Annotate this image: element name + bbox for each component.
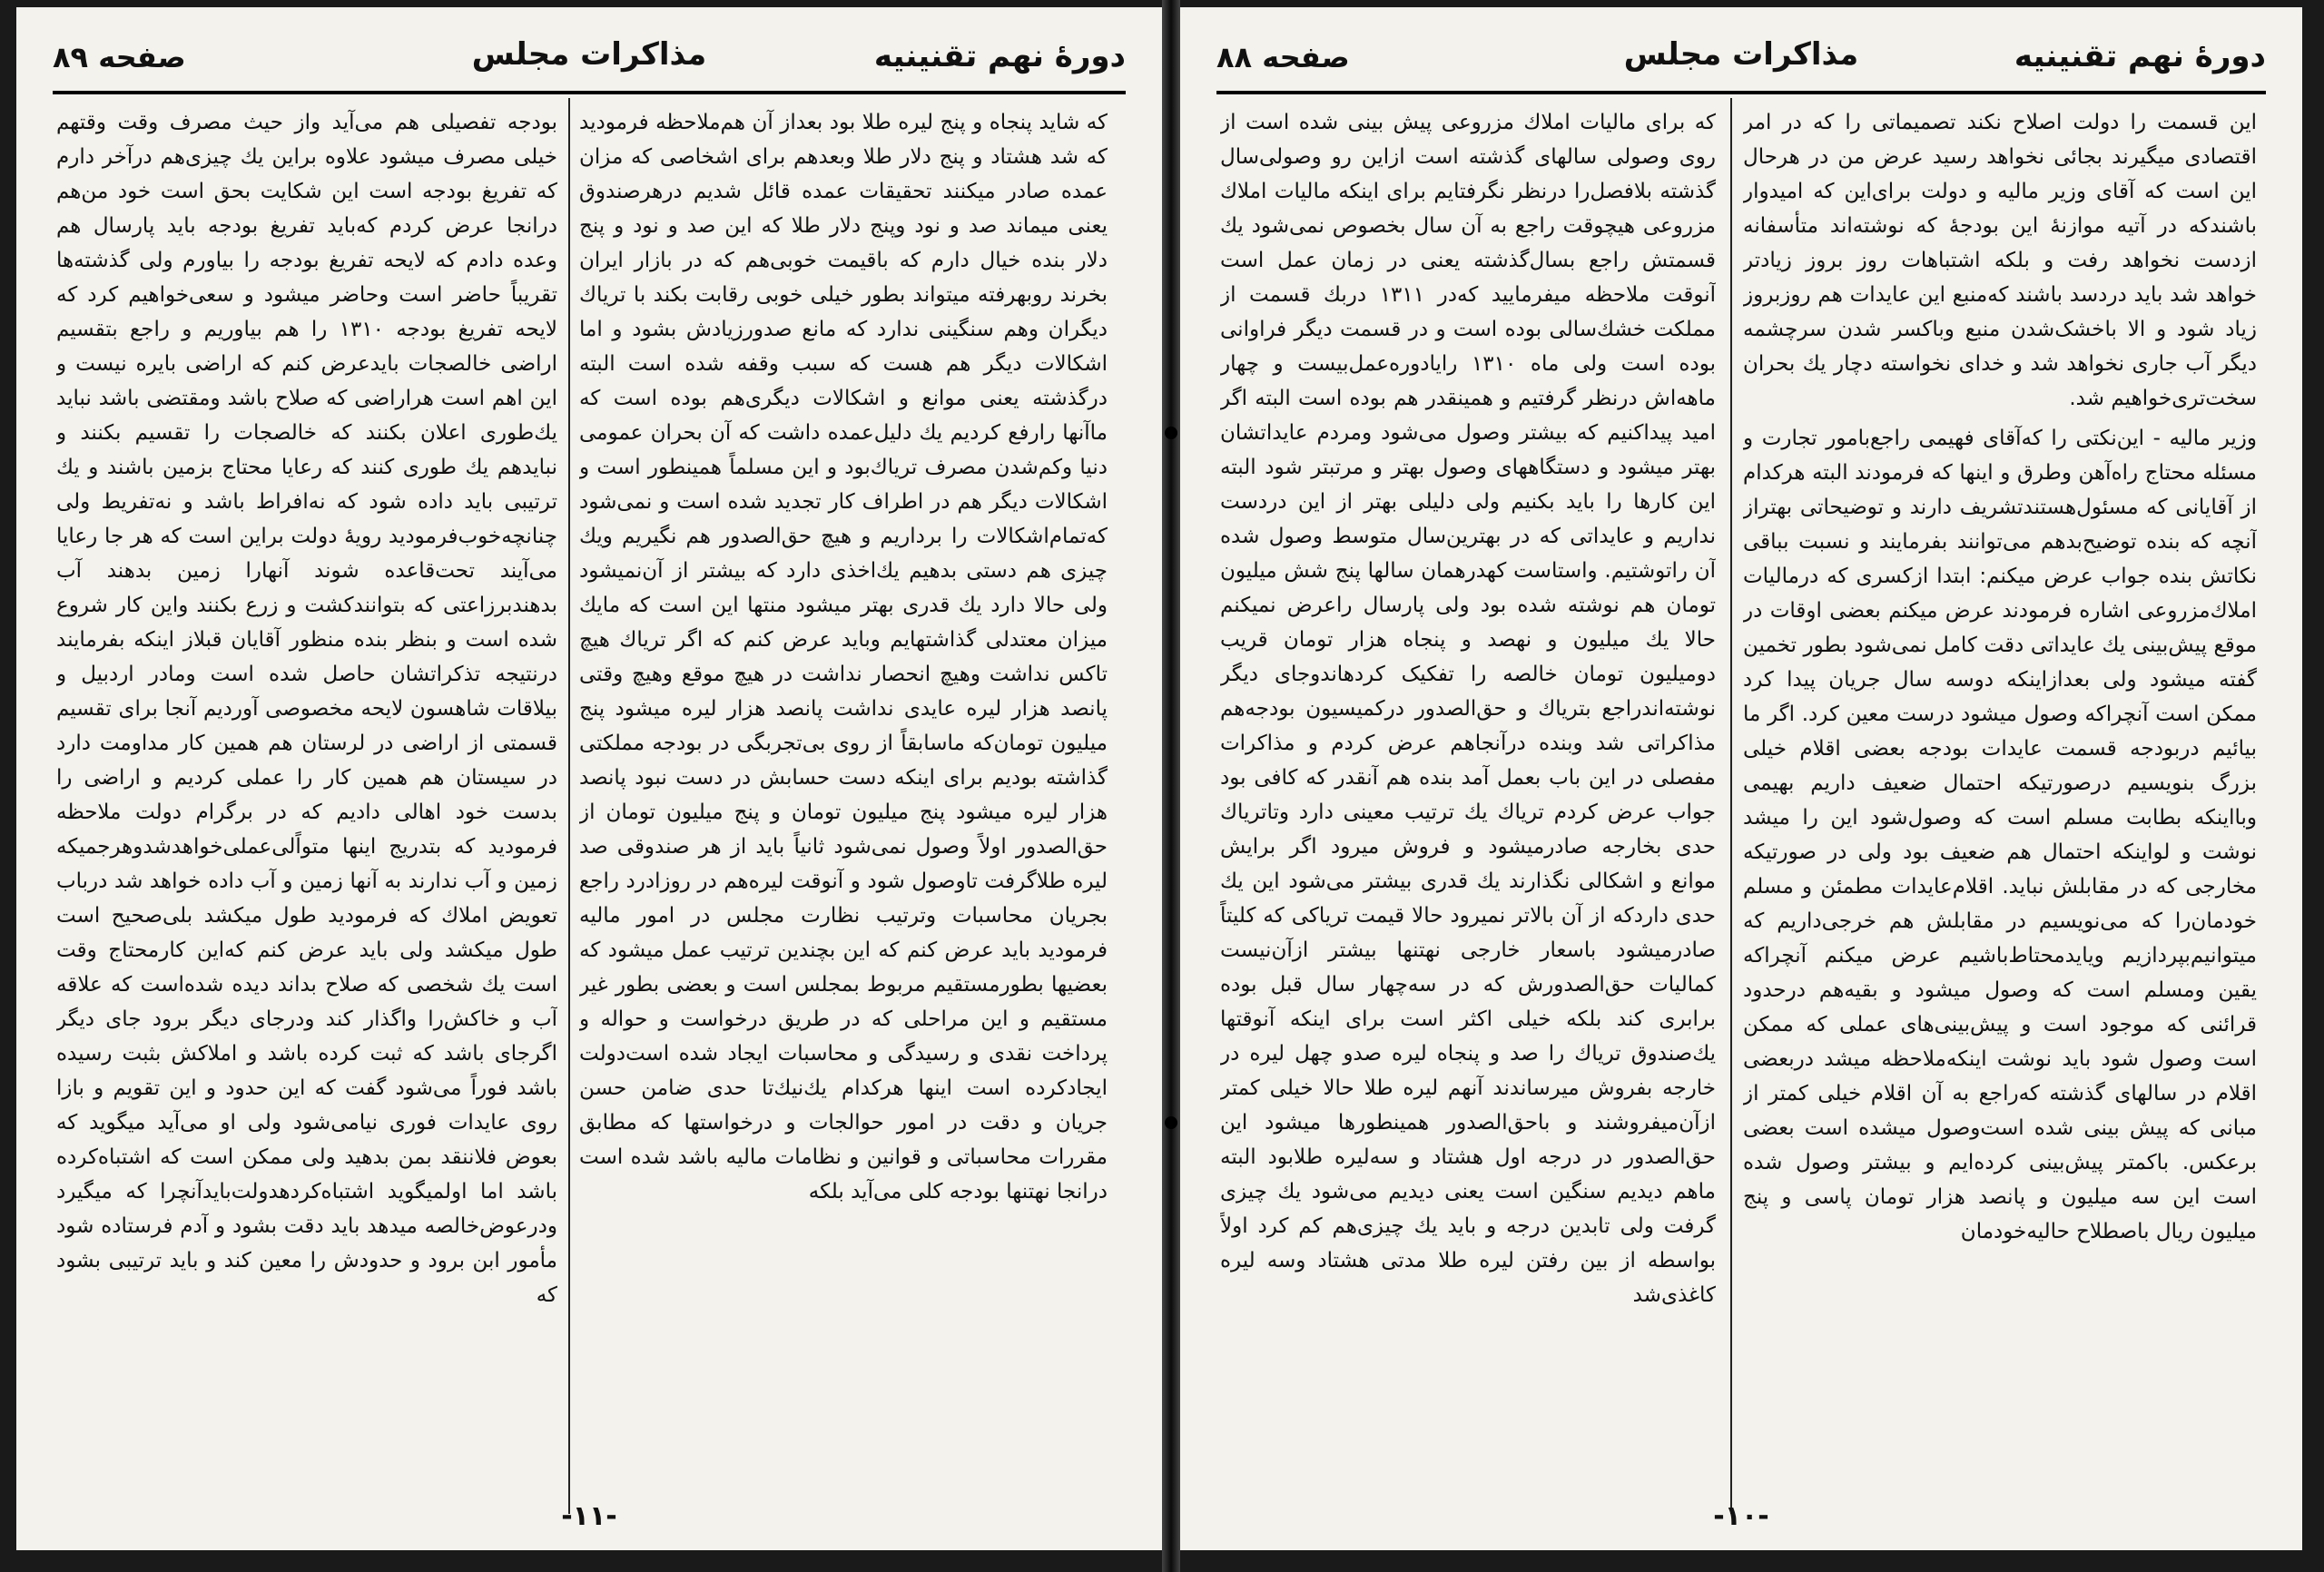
text-column-left — [56, 105, 557, 1503]
session-title: دورهٔ نهم تقنینیه — [2014, 38, 2266, 74]
page-footer-number: -۱۰- — [1713, 1500, 1769, 1532]
paragraph: بودجه تفصیلی هم می‌آید واز حیث مصرف وقت وقتهم خیلی مصرف میشود علاوه براین یك چیزی‌هم درآخر دارم که تفریغ بودجه است این شکایت بحق است خود من‌هم درانجا عرض کردم که‌باید تفریغ بودجه باید پارسال هم وعده دادم که لایحه تفریغ بودجه را بیاورم ولی گذشته‌ها تقریباً حاضر است وحاضر میشود و سعی‌خواهیم کرد که لایحه تفریغ بودجه ۱۳۱۰ را هم بیاوریم و راجع بتقسیم اراضی خالصجات بایدعرض کنم که اراضی بایره نیست و این اهم است هراراضی که صلاح باشد ومقتضی باشد نباید یك‌طوری اعلان بکنند که خالصجات را تقسیم بکنند و نبایدهم یك طوری کنند که رعایا محتاج بزمین باشند و یك ترتیبی باید داده شود که نه‌افراط باشد و نه‌تفریط ولی چنانچه‌خوب‌فرمودید رویهٔ دولت براین است که هر جا رعایا می‌آیند تحت‌قاعده شوند آنهارا زمین بدهند آب بدهندبرزاعتی که بتوانندکشت و زرع بکنند واین کار شروع شده است و بنظر بنده منظور آقایان قبلاز اینکه بفرمایند درنتیجه تذکراتشان حاصل شده است ومادر اردبیل و بیلاقات شاهسون لایحه مخصوصی آوردیم آنجا برای تقسیم قسمتی از اراضی در لرستان هم همین کار مداومت دارد در سیستان هم همین کار را عملی کردیم و اراضی را بدست خود اهالی دادیم که در برگرام دولت ملاحظه فرمودید که بتدریج اینها متواًلی‌عملی‌خواهدشدوهرجمیکه زمین و آب ندارند به آنها زمین و آب داده خواهد شد درباب تعویض املاك که فرمودید طول میکشد بلی‌صحیح است طول میکشد ولی باید عرض کنم که‌این کارمحتاج وقت است یك شخصی که صلاح بداند دیده شده‌است که علاقه آب و خاکش‌را واگذار کند ودرجای دیگر برود جای دیگر اگرجای باشد که ثبت کرده باشد و املاکش بثبت رسیده باشد فوراً می‌شود گفت که این حدود و این تقویم و بازا روی عایدات فوری نیامی‌شود ولی او می‌آید میگوید که بعوض فلاننقد بمن بدهید ولی ممکن است که اشتباه‌کرده باشد اما اولمیگوید اشتباه‌کردهدولت‌بایدآنچرا که میگیرد ودرعوض‌خالصه میدهد باید دقت بشود و آدم فرستاده شود مأمور ابن برود و حدودش را معین کند و باید ترتیبی بشود که — [56, 111, 557, 1307]
header-rule — [53, 91, 1126, 94]
book-gutter — [1162, 0, 1180, 1572]
paragraph: که برای مالیات املاك مزروعی پیش بینی شده است از روی وصولی سالهای گذشته است ازاین رو وصولی‌سال گذشته بلافصل‌را درنظر نگرفتایم برای اینکه مالیات املاك مزروعی هیچوقت راجع به آن سال بخصوص نمی‌شود یك قسمتش راجع بسال‌گذشته یعنی در زمان عمل است آنوقت ملاحظه میفرمایید که‌در ۱۳۱۱ دربك قسمت از مملکت خشك‌سالی بوده است و در قسمت دیگر فراوانی بوده است ولی ماه ۱۳۱۰ رایادوره‌عمل‌بیست و چهار ماهه‌اش درنظر گرفتیم و همینقدر هم بوده است البته اگر امید پیداکنیم که بیشتر وصول می‌شود ومردم عایداتشان بهتر میشود و دستگاههای وصول بهتر و مرتبتر شود البته این کارها را باید بکنیم ولی دلیلی بهتر از این دردست نداریم و عایداتی که در بهترین‌سال متوسط وصول شده آن راتوشتیم. واستاست کهدرهمان سالها پنج شش میلیون تومان هم نوشته شده بود ولی پارسال راعرض نمیکنم حالا یك میلیون و نهصد و پنجاه هزار تومان قریب دومیلیون تومان خالصه را تفکیک کردهاند‌وجای دیگر نوشته‌اند‌راجع بتریاك و حق‌الصدور درکمیسیون بودجه‌هم مذاکراتی شد وبنده درآنجاهم عرض کردم و مذاکرات مفصلی در این باب بعمل آمد بنده هم آنقدر که کافی بود جواب عرض کردم تریاك یك ترتیب معینی دارد وتاتریاك حدی بخارجه صادرمیشود و فروش میرود اگر برایش موانع و اشکالی نگذارند یك قدری بیشتر می‌شود این یك حدی داردکه از آن بالاتر نمیرود حالا قیمت تریاکی که کلیتاً صادرمیشود باسعار خارجی نهتنها بیشتر ازآن‌نیست کمالیات حق‌الصدورش که در سه‌چهار سال قبل بوده برابری کند بلکه خیلی اکثر است برای اینکه آنوقتها یك‌صندوق تریاك را صد و پنجاه لیره صدو چهل لیره در خارجه بفروش میرساندند آنهم لیره طلا حالا خیلی کمتر ازآن‌میفروشند و باحق‌الصدور همینطورها میشود این حق‌الصدور در درجه اول هشتاد و سه‌لیره طلابود البته ماهم دیدیم سنگین است یعنی دیدیم می‌شود یك چیزی گرفت ولی تابدین درجه و باید یك چیزی‌هم کم کرد اولاً بواسطه از بین رفتن لیره طلا مدتی هشتاد وسه لیره کاغذی‌شد — [1220, 111, 1716, 1307]
left-page — [16, 7, 1162, 1550]
paragraph: این قسمت را دولت اصلاح نکند تصمیماتی را که در امر اقتصادی میگیرند بجائی نخواهد رسید عرض من در هرحال این است که آقای وزیر مالیه و دولت برای‌این که امیدوار باشندکه در آتیه موازنهٔ این بودجهٔ که نوشته‌اند متأسفانه ازدست نخواهد رفت و بلکه اشتباهات روز بروز زیادتر خواهد شد باید دردسد باشند که‌منبع این عایدات هم روزبروز زیاد شود و الا باخشک‌شدن منبع وبا‌کسر شدن سرچشمه دیگر آب جاری نخواهد شد و خدای نخواسته دچار یك بحران سخت‌تری‌خواهیم شد. — [1743, 111, 2257, 410]
paragraph: که شاید پنجاه و پنج لیره طلا بود بعداز آن هم‌ملاحظه فرمودید که شد هشتاد و پنج دلار طلا وبعدهم برای اشخاصی که مزان عمده صادر میکنند تحقیقات عمده قائل شدیم درهرصندوق یعنی میماند صد و نود وپنج دلار طلا که این صد و نود و پنج دلار بنده خیال دارم که باقیمت خوبی‌هم که در بازار ایران بخرند روبهرفته میتواند بطور خیلی خوبی رقابت بکند با تریاك دیگران وهم سنگینی ندارد که مانع صدورزیادش بشود و اما اشکالات دیگر هم هست که سبب وقفه شده است البته درگذشته یعنی موانع و اشکالات دیگری‌هم بوده است که ماآنها رارفع کردیم یك دلیل‌عمده داشت که آن بحران عمومی دنیا وکم‌شدن مصرف تریاك‌بود و این مسلماً همینطور است و اشکالات دیگر هم در اطراف کار تجدید شده است و نمی‌شود که‌تمام‌اشکالات را برداریم و هیچ حق‌الصدور هم نگیریم ویك چیزی هم دستی بدهیم یك‌اخذی دارد که بیشتر از آن‌نمیشود ولی حالا دارد یك قدری بهتر میشود منتها این است که مایك میزان معتدلی گذاشتهایم وباید عرض کنم که اگر تریاك هیچ تاکس نداشت وهیچ انحصار نداشت در هیچ موقع وهیچ وقتی پانصد هزار لیره عایدی نداشت پانصد هزار لیره میشود پنج میلیون تومان‌که ماسابقاً از روی بی‌تجربگی در بودجه مملکتی گذاشته بودیم برای اینکه دست حسابش در دست نبود پانصد هزار لیره میشود پنج میلیون تومان و پنج میلیون تومان از حق‌الصدور اولاً وصول نمی‌شود ثانیاً باید از هر صندوقی صد لیره طلاگرفت تاوصول شود و آنوقت لیره‌هم در روزادرد راجع بجریان محاسبات وترتیب نظارت مجلس در امور مالیه فرمودید باید عرض کنم که این بچندین ترتیب عمل میشود که بعضیها بطورمستقیم مربوط بمجلس است و بعضی بطور غیر مستقیم و این مراحلی که در طریق درخواست و حواله و پرداخت نقدی و رسیدگی و محاسبات ایجاد شده است‌دولت ایجادکرده است اینها هرکدام یك‌نیك‌تا حدی ضامن حسن جریان و دقت در امور حوالجات و درخواستها که مطابق مقررات محاسباتی و قوانین و نظامات مالیه باشد شده است درانجا نهتنها بودجه کلی می‌آید بلکه — [579, 111, 1108, 1204]
text-column-left — [1220, 105, 1716, 1503]
page-number: صفحه ۸۹ — [53, 40, 186, 74]
spine-hole — [1165, 427, 1177, 439]
text-column-right — [579, 105, 1108, 1503]
right-page-header — [1216, 31, 2266, 87]
session-title: دورهٔ نهم تقنینیه — [873, 38, 1126, 74]
column-divider — [1730, 98, 1732, 1514]
text-column-right — [1743, 105, 2257, 1503]
spine-hole — [1165, 1116, 1177, 1129]
running-title: مذاکرات مجلس — [471, 36, 707, 73]
running-title: مذاکرات مجلس — [1623, 36, 1859, 73]
column-divider — [568, 98, 570, 1514]
right-page — [1180, 7, 2302, 1550]
left-page-header — [53, 31, 1126, 87]
page-number: صفحه ۸۸ — [1216, 40, 1350, 74]
paragraph: وزیر مالیه - این‌نکتی را که‌آقای فهیمی راجع‌بامور تجارت و مسئله محتاج راه‌آهن وطرق و اینها که فرمودند البته هرکدام از آقایانی که مسئول‌هستندتشریف دارند و توضیحاتی بهتراز آنچه که بنده توضیح‌بدهم می‌توانند بفرمایند و نسبت بباقی نکاتش بنده جواب عرض میکنم: ابتدا ازکسری که درمالیات املاك‌مزروعی اشاره فرمودند عرض میکنم بعضی اوقات در موقع پیش‌بینی یك عایداتی دقت کامل نمی‌شود بطور تخمین گفته میشود ولی بعدازاینکه دوسه سال جریان پیدا کرد ممکن است آنچراکه وصول میشود درست معین کرد. اگر ما بیائیم دربودجه قسمت عایدات بودجه بعضی اقلام خیلی بزرگ بنویسیم درصورتیکه احتمال ضعیف داریم بهیمی وبااینکه بطابت مسلم است که وصول‌شود این را میشد نوشت و لواینکه احتمال هم ضعیف بود ولی در صورتیکه مخارجی که در مقابلش نباید. اقلام‌عایدات مطمئن و مسلم خودمان‌را که می‌نویسیم در مقابلش هم خرجی‌داریم که میتوانیم‌بپردازیم ویایدمحتاط‌باشیم عرض میکنم آنچراکه یقین ومسلم است که وصول میشود و بقیه‌هم درحدود قرائنی که موجود است و پیش‌بینی‌های عملی که ممکن است وصول شود باید نوشت اینکه‌ملاحظه میشد دربعضی اقلام در سالهای گذشته که‌راجع به آن اقلام خیلی کمتر از مبانی که پیش بینی شده است‌وصول میشده است بعضی برعکس. باکمتر پیش‌بینی کرده‌ایم و بیشتر وصول شده است این سه میلیون و پانصد هزار تومان پاسی و پنج میلیون ریال باصطلاح حالیه‌خودمان — [1743, 427, 2257, 1243]
page-footer-number: -۱۱- — [561, 1500, 617, 1532]
header-rule — [1216, 91, 2266, 94]
